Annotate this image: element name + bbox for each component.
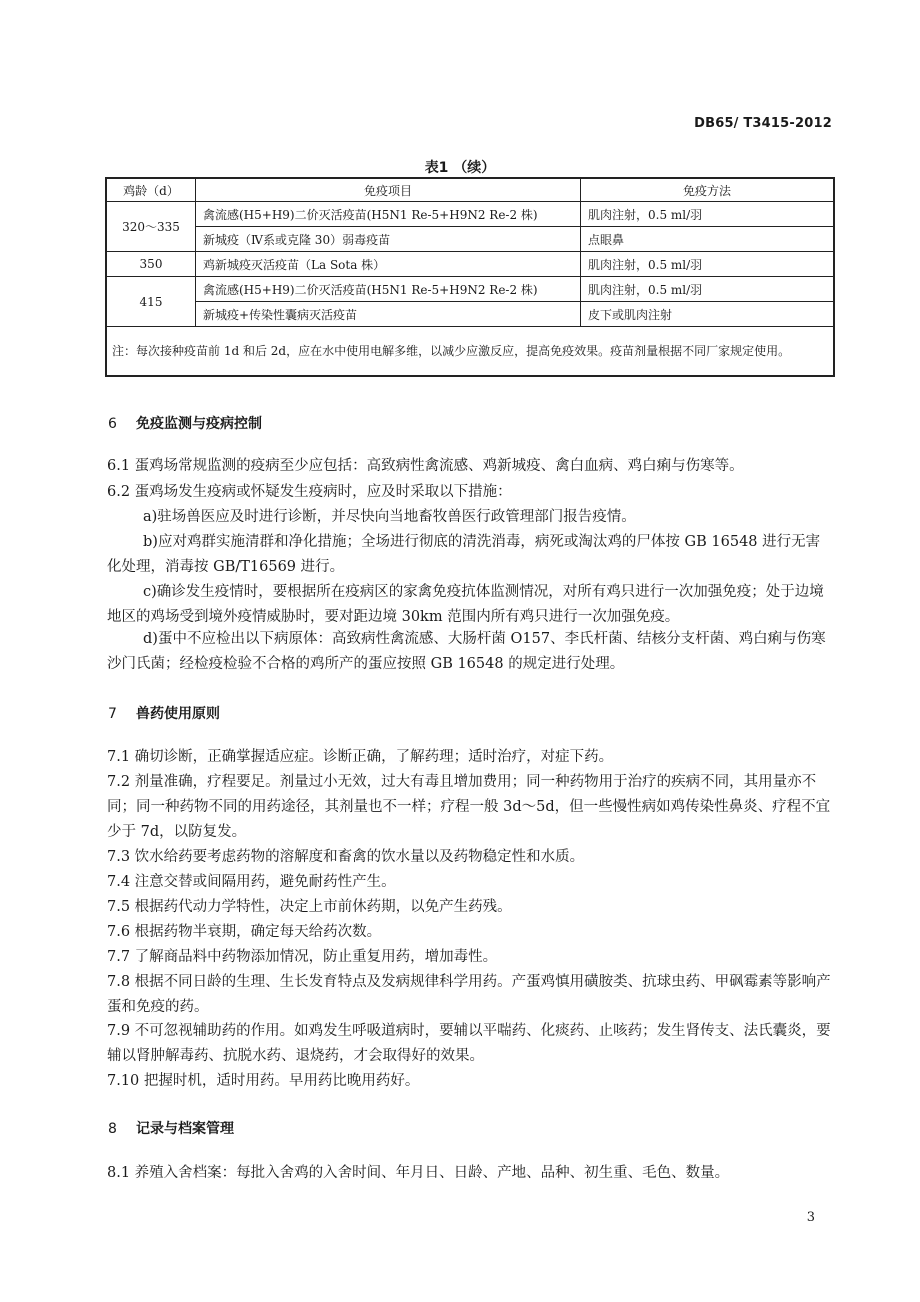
method-cell: 皮下或肌肉注射 — [581, 302, 835, 327]
method-cell: 点眼鼻 — [581, 227, 835, 252]
paragraph-7-8: 7.8 根据不同日龄的生理、生长发育特点及发病规律科学用药。产蛋鸡慎用磺胺类、抗球虫药、甲砜霉素等影响产蛋和免疫的药。 — [107, 974, 831, 1015]
table-row — [106, 227, 834, 252]
item-cell: 新城疫（Ⅳ系或克隆 30）弱毒疫苗 — [196, 227, 581, 252]
paragraph-6-2: 6.2 蛋鸡场发生疫病或怀疑发生疫病时，应及时采取以下措施： — [107, 484, 512, 500]
age-cell: 415 — [106, 277, 196, 327]
paragraph-6-2-c: c)确诊发生疫情时，要根据所在疫病区的家禽免疫抗体监测情况，对所有鸡只进行一次加强免疫；处于边境地区的鸡场受到境外疫情威胁时，要对距边境 30km 范围内所有鸡只进行一次加强免疫。 — [107, 584, 824, 625]
method-cell: 肌肉注射，0.5 ml/羽 — [581, 252, 835, 277]
paragraph-7-6: 7.6 根据药物半衰期，确定每天给药次数。 — [107, 924, 382, 940]
section-number: 6 — [108, 416, 117, 432]
paragraph-7-7: 7.7 了解商品料中药物添加情况，防止重复用药，增加毒性。 — [107, 949, 498, 965]
item-cell: 禽流感(H5+H9)二价灭活疫苗(H5N1 Re-5+H9N2 Re-2 株) — [196, 277, 581, 302]
age-cell: 320～335 — [106, 202, 196, 252]
paragraph-6-2-a: a)驻场兽医应及时进行诊断，并尽快向当地畜牧兽医行政管理部门报告疫情。 — [143, 509, 636, 525]
section-heading-7 — [108, 703, 220, 723]
method-cell: 肌肉注射，0.5 ml/羽 — [581, 202, 835, 227]
table-note: 注：每次接种疫苗前 1d 和后 2d，应在水中使用电解多维，以减少应激反应，提高免疫效果。疫苗剂量根据不同厂家规定使用。 — [106, 327, 834, 377]
table-note-row — [106, 327, 834, 377]
paragraph-7-4: 7.4 注意交替或间隔用药，避免耐药性产生。 — [107, 874, 396, 890]
page-number: 3 — [806, 1210, 815, 1225]
paragraph-7-1: 7.1 确切诊断，正确掌握适应症。诊断正确，了解药理；适时治疗，对症下药。 — [107, 749, 614, 765]
column-header: 免疫项目 — [196, 178, 581, 202]
section-title: 免疫监测与疫病控制 — [136, 416, 262, 432]
paragraph-7-3: 7.3 饮水给药要考虑药物的溶解度和畜禽的饮水量以及药物稳定性和水质。 — [107, 849, 585, 865]
paragraph-7-10: 7.10 把握时机，适时用药。早用药比晚用药好。 — [107, 1073, 420, 1089]
table-row — [106, 202, 834, 227]
table-title: 表1 （续） — [424, 160, 496, 176]
paragraph-6-2-b: b)应对鸡群实施清群和净化措施；全场进行彻底的清洗消毒，病死或淘汰鸡的尸体按 GB 16548 进行无害化处理，消毒按 GB/T16569 进行。 — [107, 534, 821, 575]
section-title: 记录与档案管理 — [136, 1121, 234, 1137]
method-cell: 肌肉注射，0.5 ml/羽 — [581, 277, 835, 302]
item-cell: 鸡新城疫灭活疫苗（La Sota 株） — [196, 252, 581, 277]
section-heading-8 — [108, 1118, 234, 1138]
paragraph-7-2: 7.2 剂量准确，疗程要足。剂量过小无效，过大有毒且增加费用；同一种药物用于治疗的疾病不同，其用量亦不同；同一种药物不同的用药途径，其剂量也不一样；疗程一般 3d～5d，但一些慢性病如鸡传染性鼻炎、疗程不宜少于 7d，以防复发。 — [107, 774, 831, 840]
paragraph-7-5: 7.5 根据药代动力学特性，决定上市前休药期，以免产生药残。 — [107, 899, 512, 915]
immunization-table — [105, 177, 835, 377]
document-number: DB65/ T3415-2012 — [694, 116, 832, 131]
column-header: 免疫方法 — [581, 178, 835, 202]
age-cell: 350 — [106, 252, 196, 277]
paragraph-7-9: 7.9 不可忽视辅助药的作用。如鸡发生呼吸道病时，要辅以平喘药、化痰药、止咳药；发生肾传支、法氏囊炎，要辅以肾肿解毒药、抗脱水药、退烧药，才会取得好的效果。 — [107, 1023, 831, 1064]
table-row — [106, 252, 834, 277]
item-cell: 新城疫+传染性囊病灭活疫苗 — [196, 302, 581, 327]
paragraph-6-1: 6.1 蛋鸡场常规监测的疫病至少应包括：高致病性禽流感、鸡新城疫、禽白血病、鸡白痢与伤寒等。 — [107, 458, 744, 474]
paragraph-6-2-d: d)蛋中不应检出以下病原体：高致病性禽流感、大肠杆菌 O157、李氏杆菌、结核分支杆菌、鸡白痢与伤寒沙门氏菌；经检疫检验不合格的鸡所产的蛋应按照 GB 16548 的规定进行处理。 — [107, 631, 826, 672]
section-number: 7 — [108, 706, 117, 722]
item-cell: 禽流感(H5+H9)二价灭活疫苗(H5N1 Re-5+H9N2 Re-2 株) — [196, 202, 581, 227]
column-header: 鸡龄（d） — [106, 178, 196, 202]
section-heading-6 — [108, 413, 262, 433]
section-title: 兽药使用原则 — [136, 706, 220, 722]
table-header-row — [106, 178, 834, 202]
section-number: 8 — [108, 1121, 117, 1137]
paragraph-8-1: 8.1 养殖入舍档案：每批入舍鸡的入舍时间、年月日、日龄、产地、品种、初生重、毛色、数量。 — [107, 1165, 730, 1181]
table-row — [106, 277, 834, 302]
table-row — [106, 302, 834, 327]
